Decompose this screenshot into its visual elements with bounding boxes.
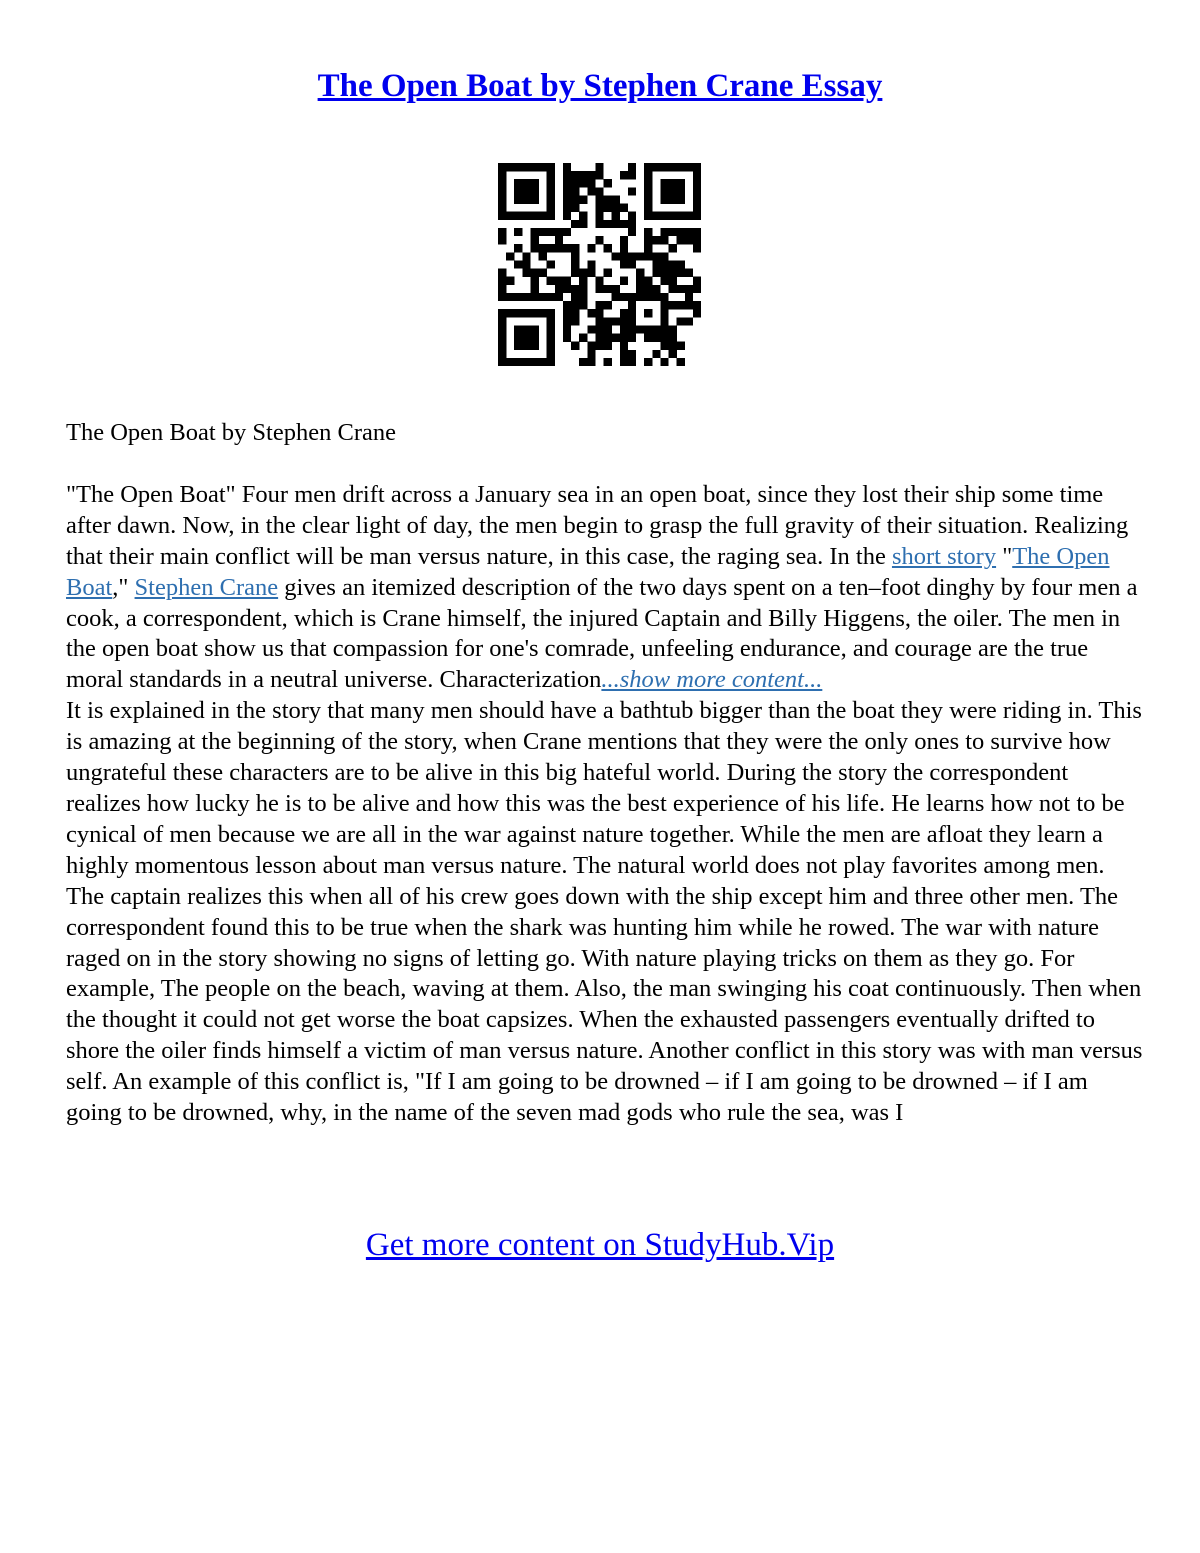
- document-title-link[interactable]: The Open Boat by Stephen Crane Essay: [317, 68, 883, 104]
- quote-close: ,": [112, 573, 135, 601]
- essay-subtitle: The Open Boat by Stephen Crane: [66, 419, 396, 446]
- the-open-boat-link[interactable]: The Open Boat: [66, 542, 1110, 601]
- short-story-link[interactable]: short story: [891, 542, 997, 570]
- essay-content: [66, 418, 1146, 1129]
- quote-open: ": [996, 542, 1013, 570]
- stephen-crane-link[interactable]: Stephen Crane: [134, 573, 279, 601]
- studyhub-link[interactable]: Get more content on StudyHub.Vip: [365, 1227, 835, 1263]
- intro-text-continued: gives an itemized description of the two days spent on a ten–foot dinghy by four men a cook, a correspondent, which is Crane himself, the injured Captain and Billy Higgens, the oiler. The men in the open boat show us that compassion for one's comrade, unfeeling endurance, and courage are the true moral standards in a neutral universe. Characterization: [66, 573, 1138, 694]
- essay-intro-paragraph: [66, 480, 1146, 696]
- document-title-container: [0, 64, 1200, 108]
- footer: [0, 1223, 1200, 1267]
- show-more-link[interactable]: ...show more content...: [601, 666, 823, 694]
- qr-code-icon: [498, 163, 701, 366]
- intro-text: "The Open Boat" Four men drift across a January sea in an open boat, since they lost their ship some time after dawn. Now, in the clear light of day, the men begin to grasp the full gravity of their situation. Realizing that their main conflict will be man versus nature, in this case, the raging sea. In the: [66, 480, 1129, 570]
- essay-body-paragraph: It is explained in the story that many men should have a bathtub bigger than the boat they were riding in. This is amazing at the beginning of the story, when Crane mentions that they were the only ones to survive how ungrateful these characters are to be alive in this big hateful world. During the story the correspondent realizes how lucky he is to be alive and how this was the best experience of his life. He learns how not to be cynical of men because we are all in the war against nature together. While the men are afloat they learn a highly momentous lesson about man versus nature. The natural world does not play favorites among men. The captain realizes this when all of his crew goes down with the ship except him and three other men. The correspondent found this to be true when the shark was hunting him while he rowed. The war with nature raged on in the story showing no signs of letting go. With nature playing tricks on them as they go. For example, The people on the beach, waving at them. Also, the man swinging his coat continuously. Then when the thought it could not get worse the boat capsizes. When the exhausted passengers eventually drifted to shore the oiler finds himself a victim of man versus nature. Another conflict in this story was with man versus self. An example of this conflict is, "If I am going to be drowned – if I am going to be drowned – if I am going to be drowned, why, in the name of the seven mad gods who rule the sea, was I: [66, 697, 1143, 1127]
